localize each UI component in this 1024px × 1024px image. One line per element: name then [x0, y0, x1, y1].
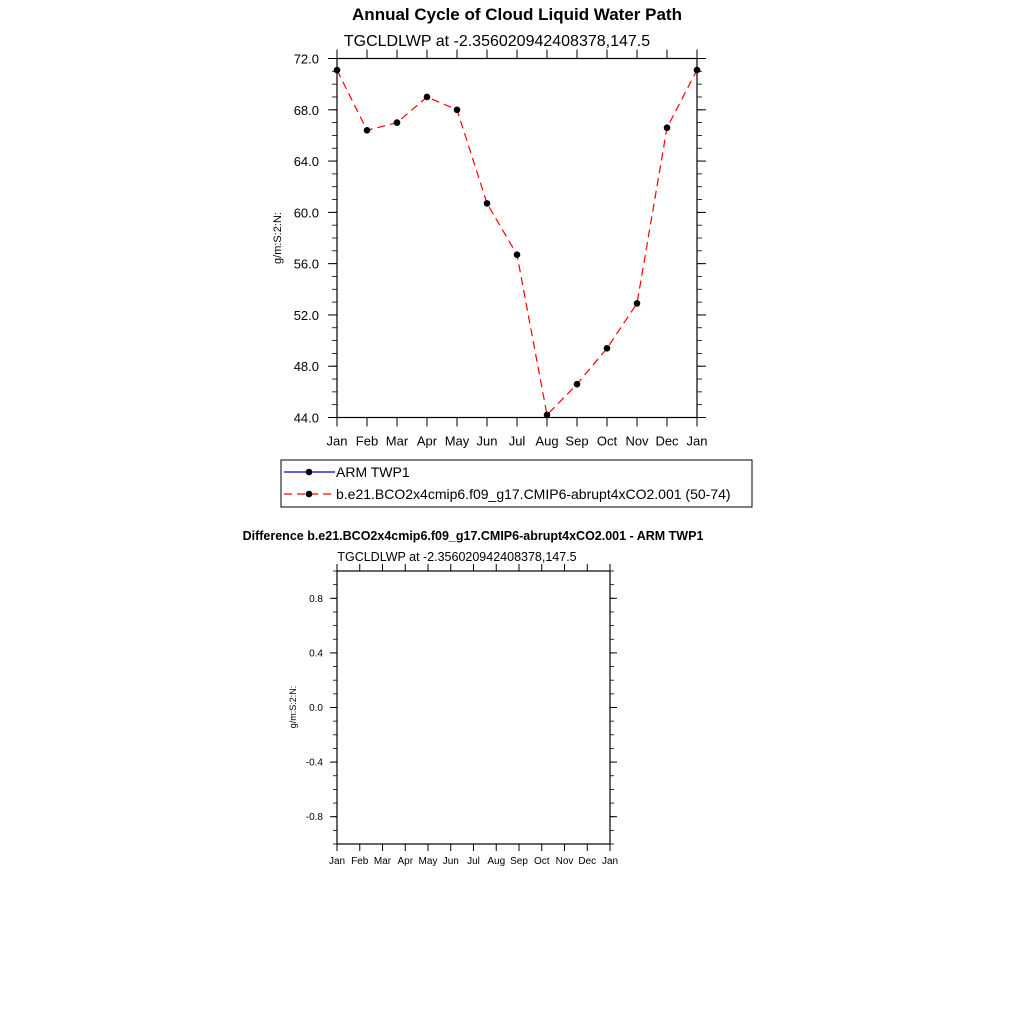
x-tick-label: Apr [416, 433, 438, 449]
x-tick-label: Mar [373, 856, 392, 867]
x-tick-label: May [418, 856, 438, 867]
y-tick-label: 0.4 [309, 648, 323, 660]
difference-subtitle: TGCLDLWP at -2.356020942408378,147.5 [337, 550, 577, 564]
x-tick-label: Jan [601, 856, 619, 867]
difference-axis-ticks [330, 564, 617, 851]
x-tick-label: Nov [625, 433, 649, 449]
y-tick-label: 64.0 [293, 154, 319, 170]
legend-arm-marker [306, 469, 313, 476]
y-tick-label: 0.8 [309, 593, 323, 605]
x-tick-label: Aug [535, 433, 559, 449]
difference-y-tick-labels [306, 594, 324, 823]
y-tick-label: 60.0 [293, 205, 319, 221]
x-tick-label: Feb [351, 856, 369, 867]
series-line-1 [337, 70, 697, 415]
y-tick-label: 44.0 [293, 410, 319, 426]
x-tick-label: Jan [686, 433, 708, 449]
difference-title: Difference b.e21.BCO2x4cmip6.f09_g17.CMIP6-abrupt4xCO2.001 - ARM TWP1 [242, 529, 704, 543]
series-points [334, 67, 701, 418]
data-point [484, 200, 491, 207]
difference-chart [243, 529, 704, 867]
data-point [514, 251, 521, 258]
difference-plot-frame [337, 571, 610, 844]
legend-model-marker [306, 491, 313, 498]
legend-entry-arm: ARM TWP1 [336, 464, 410, 480]
y-axis-label: g/m:S:2:N: [272, 212, 284, 264]
plot-frame [337, 59, 697, 418]
x-tick-label: Jul [467, 856, 480, 867]
difference-x-tick-labels [329, 856, 618, 867]
x-tick-label: Feb [355, 433, 379, 449]
x-tick-label: Sep [510, 856, 528, 867]
chart-subtitle: TGCLDLWP at -2.356020942408378,147.5 [343, 33, 651, 50]
y-tick-label: 52.0 [293, 307, 319, 323]
x-tick-label: Jul [508, 433, 526, 449]
data-point [574, 381, 581, 388]
legend [281, 460, 752, 507]
difference-y-axis-label: g/m:S:2:N: [288, 685, 298, 729]
x-tick-label: Dec [655, 433, 679, 449]
x-tick-label: Aug [487, 856, 506, 867]
y-tick-label: 56.0 [293, 256, 319, 272]
y-tick-label: -0.8 [305, 812, 323, 824]
y-tick-label: -0.4 [305, 757, 323, 769]
y-tick-labels [294, 52, 319, 426]
data-point [424, 94, 431, 101]
x-tick-label: May [444, 433, 470, 449]
x-tick-label: Jun [442, 856, 459, 867]
data-point [664, 124, 671, 131]
y-tick-label: 48.0 [293, 359, 319, 375]
series-lines [337, 70, 697, 415]
x-tick-label: Jun [476, 433, 498, 449]
x-tick-label: Jan [328, 856, 346, 867]
y-tick-label: 0.0 [309, 703, 323, 714]
x-tick-label: Mar [385, 433, 409, 449]
y-tick-label: 68.0 [293, 102, 319, 118]
data-point [394, 119, 401, 126]
legend-entry-model: b.e21.BCO2x4cmip6.f09_g17.CMIP6-abrupt4xCO2.001 (50-74) [336, 486, 731, 502]
data-point [364, 127, 371, 134]
y-tick-label: 72.0 [293, 51, 319, 67]
data-point [604, 345, 611, 352]
x-tick-label: Oct [596, 433, 618, 449]
x-tick-label: Apr [397, 856, 414, 867]
data-point [634, 300, 641, 307]
x-tick-label: Oct [533, 856, 550, 867]
axis-ticks [328, 50, 706, 427]
data-point [454, 106, 461, 113]
x-tick-label: Dec [578, 856, 597, 867]
annual-cycle-chart [272, 5, 707, 449]
x-tick-labels [327, 434, 708, 449]
x-tick-label: Nov [555, 856, 574, 867]
chart-title: Annual Cycle of Cloud Liquid Water Path [352, 5, 682, 24]
x-tick-label: Sep [565, 433, 589, 449]
x-tick-label: Jan [326, 433, 348, 449]
